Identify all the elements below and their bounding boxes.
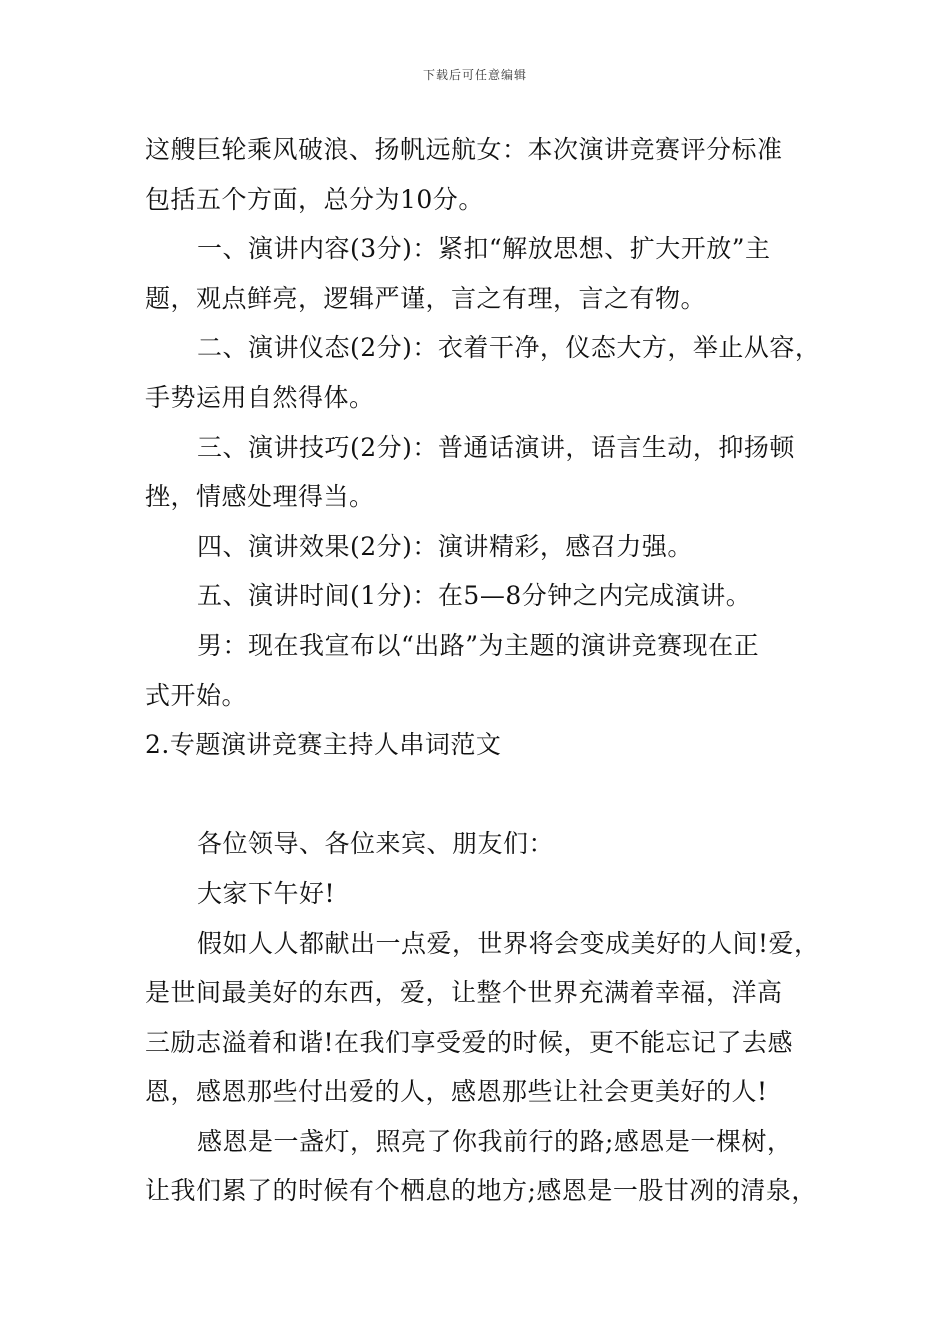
body-line: 手势运用自然得体。: [145, 382, 375, 412]
body-line: 恩，感恩那些付出爱的人，感恩那些让社会更美好的人!: [145, 1077, 768, 1107]
document-body: [145, 125, 835, 1216]
paragraph-line: 假如人人都献出一点爱，世界将会变成美好的人间!爱，: [197, 928, 820, 958]
criteria-effect-line: 四、演讲效果(2分)：演讲精彩，感召力强。: [197, 531, 693, 561]
header-note: 下载后可任意编辑: [422, 68, 527, 82]
body-line: 题，观点鲜亮，逻辑严谨，言之有理，言之有物。: [145, 283, 707, 313]
body-line: 式开始。: [145, 680, 248, 710]
criteria-content-line: 一、演讲内容(3分)：紧扣“解放思想、扩大开放”主: [197, 234, 771, 264]
body-line: 三励志溢着和谐!在我们享受爱的时候，更不能忘记了去感: [145, 1027, 794, 1057]
body-line: 是世间最美好的东西，爱，让整个世界充满着幸福，洋高: [145, 978, 783, 1008]
paragraph-line: 感恩是一盏灯，照亮了你我前行的路;感恩是一棵树，: [197, 1126, 793, 1156]
blank-line: [145, 770, 835, 820]
section-heading: 2.专题演讲竞赛主持人串词范文: [145, 730, 502, 760]
greeting-line: 各位领导、各位来宾、朋友们：: [197, 829, 555, 859]
criteria-skill-line: 三、演讲技巧(2分)：普通话演讲，语言生动，抑扬顿: [197, 432, 795, 462]
greeting-line: 大家下午好!: [197, 878, 336, 908]
body-line: 这艘巨轮乘风破浪、扬帆远航女：本次演讲竞赛评分标准: [145, 135, 783, 164]
body-line: 包括五个方面，总分为10分。: [145, 184, 484, 214]
body-line: 让我们累了的时候有个栖息的地方;感恩是一股甘冽的清泉，: [145, 1176, 817, 1206]
announcement-line: 男：现在我宣布以“出路”为主题的演讲竞赛现在正: [197, 630, 760, 660]
criteria-demeanor-line: 二、演讲仪态(2分)：衣着干净，仪态大方，举止从容，: [197, 333, 821, 363]
body-line: 挫，情感处理得当。: [145, 482, 375, 512]
criteria-time-line: 五、演讲时间(1分)：在5—8分钟之内完成演讲。: [197, 581, 752, 611]
